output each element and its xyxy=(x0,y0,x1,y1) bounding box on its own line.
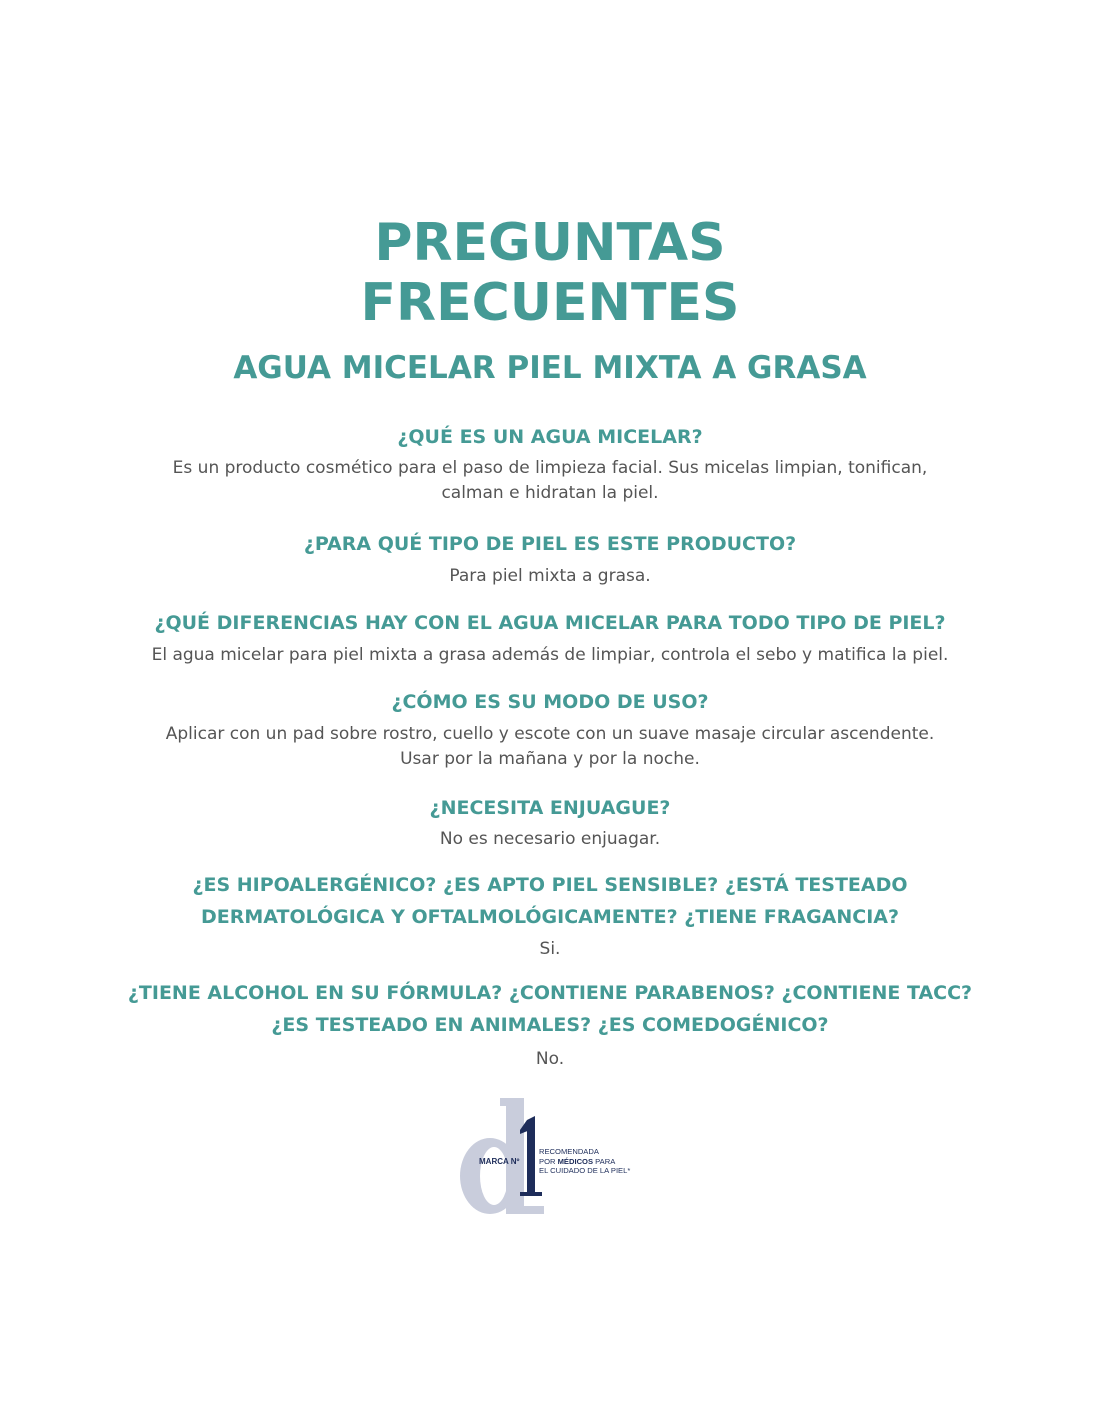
faq-question-1-line1: ¿QUÉ ES UN AGUA MICELAR? xyxy=(397,426,703,448)
faq-question-7-line2: ¿ES TESTEADO EN ANIMALES? ¿ES COMEDOGÉNICO? xyxy=(271,1014,829,1036)
logo-tagline-line2-bold: MÉDICOS xyxy=(557,1156,594,1166)
faq-question-2 xyxy=(0,528,1100,560)
faq-answer-4-line2: Usar por la mañana y por la noche. xyxy=(400,749,700,769)
faq-question-3 xyxy=(0,607,1100,639)
faq-answer-5-line1: No es necesario enjuagar. xyxy=(439,829,661,849)
logo-tagline-line2 xyxy=(539,1157,630,1167)
faq-answer-3 xyxy=(0,643,1100,668)
faq-answer-4 xyxy=(0,722,1100,772)
faq-question-4-line1: ¿CÓMO ES SU MODO DE USO? xyxy=(391,691,709,713)
faq-question-7 xyxy=(0,977,1100,1041)
faq-answer-2-line1: Para piel mixta a grasa. xyxy=(449,566,651,586)
logo-marca-label: MARCA Nº xyxy=(479,1157,520,1166)
faq-question-4 xyxy=(0,686,1100,718)
faq-answer-1-line1: Es un producto cosmético para el paso de limpieza facial. Sus micelas limpian, tonifican, xyxy=(172,458,928,478)
page-title-line2: FRECUENTES xyxy=(360,273,740,333)
faq-answer-1-line2: calman e hidratan la piel. xyxy=(441,483,659,503)
faq-question-6-line1: ¿ES HIPOALERGÉNICO? ¿ES APTO PIEL SENSIBLE? ¿ESTÁ TESTEADO xyxy=(192,874,908,896)
faq-answer-7 xyxy=(0,1047,1100,1072)
page-subtitle: AGUA MICELAR PIEL MIXTA A GRASA xyxy=(233,350,867,386)
faq-question-5 xyxy=(0,792,1100,824)
logo-tagline xyxy=(539,1147,630,1176)
logo-tagline-line1: RECOMENDADA xyxy=(539,1147,599,1156)
page-title-line1: PREGUNTAS xyxy=(374,213,726,273)
faq-answer-4-line1: Aplicar con un pad sobre rostro, cuello y escote con un suave masaje circular ascendente. xyxy=(165,724,935,744)
faq-answer-5 xyxy=(0,827,1100,852)
faq-question-1 xyxy=(0,421,1100,453)
logo-tagline-line2-suffix: PARA xyxy=(593,1156,616,1166)
faq-question-7-line1: ¿TIENE ALCOHOL EN SU FÓRMULA? ¿CONTIENE PARABENOS? ¿CONTIENE TACC? xyxy=(127,982,973,1004)
faq-question-5-line1: ¿NECESITA ENJUAGUE? xyxy=(429,797,671,819)
logo-tagline-line3: EL CUIDADO DE LA PIEL* xyxy=(539,1166,631,1176)
faq-question-6-line2: DERMATOLÓGICA Y OFTALMOLÓGICAMENTE? ¿TIENE FRAGANCIA? xyxy=(200,906,900,928)
faq-answer-2 xyxy=(0,564,1100,589)
faq-answer-1 xyxy=(0,456,1100,506)
faq-answer-7-line1: No. xyxy=(535,1049,565,1069)
faq-question-3-line1: ¿QUÉ DIFERENCIAS HAY CON EL AGUA MICELAR PARA TODO TIPO DE PIEL? xyxy=(154,612,946,634)
faq-question-2-line1: ¿PARA QUÉ TIPO DE PIEL ES ESTE PRODUCTO? xyxy=(303,533,797,555)
faq-answer-3-line1: El agua micelar para piel mixta a grasa además de limpiar, controla el sebo y matifica la piel. xyxy=(151,645,949,665)
brand-logo xyxy=(448,1088,658,1223)
faq-answer-6-line1: Si. xyxy=(539,939,561,959)
faq-answer-6 xyxy=(0,937,1100,962)
faq-question-6 xyxy=(0,869,1100,933)
logo-tagline-line2-prefix: POR xyxy=(539,1156,558,1166)
